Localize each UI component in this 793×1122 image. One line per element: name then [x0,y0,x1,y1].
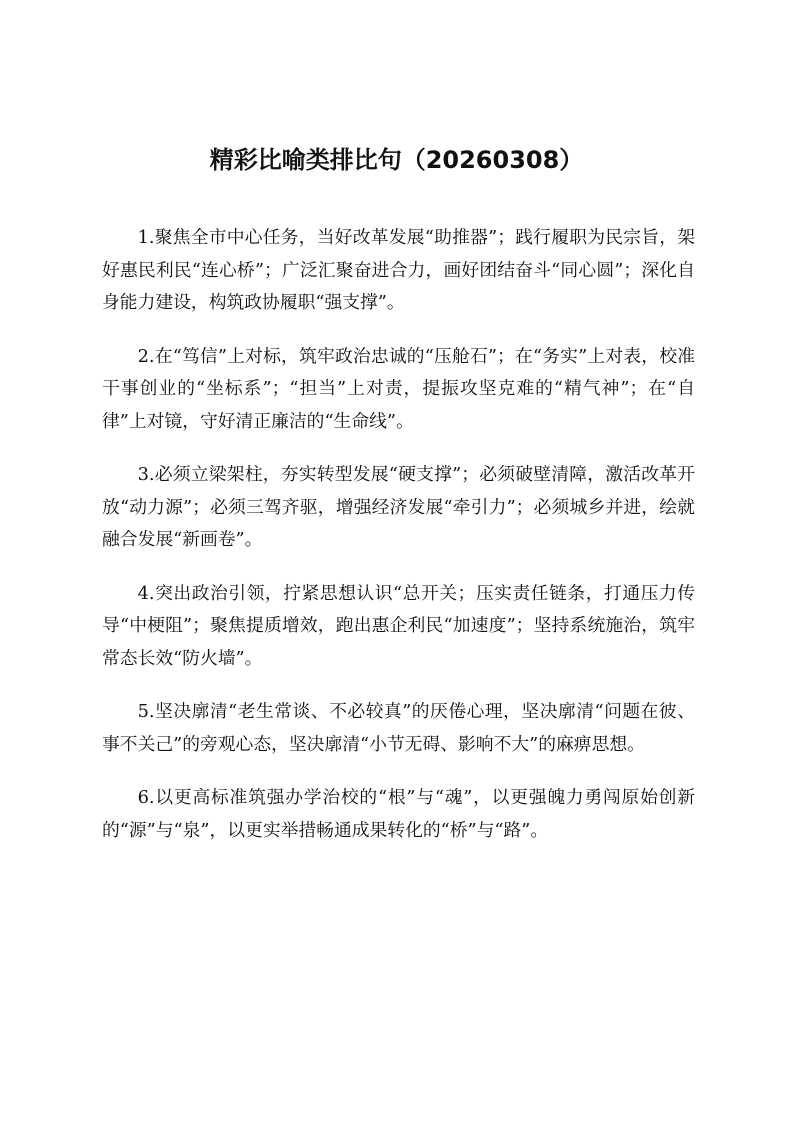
paragraph-1: 1.聚焦全市中心任务，当好改革发展“助推器”；践行履职为民宗旨，架好惠民利民“连心桥”；广泛汇聚奋进合力，画好团结奋斗“同心圆”；深化自身能力建设，构筑政协履职“强支撑”。 [102,227,695,313]
document-title: 精彩比喻类排比句（20260308） [209,146,584,174]
paragraph-3: 3.必须立梁架柱，夯实转型发展“硬支撑”；必须破壁清障，激活改革开放“动力源”；必须三驾齐驱，增强经济发展“牵引力”；必须城乡并进，绘就融合发展“新画卷”。 [102,464,695,550]
paragraph-4: 4.突出政治引领，拧紧思想认识“总开关；压实责任链条，打通压力传导“中梗阻”；聚焦提质增效，跑出惠企利民“加速度”；坚持系统施治，筑牢常态长效“防火墙”。 [102,582,695,669]
paragraph-6: 6.以更高标准筑强办学治校的“根”与“魂”，以更强魄力勇闯原始创新的“源”与“泉”，以更实举措畅通成果转化的“桥”与“路”。 [102,787,695,841]
paragraph-5: 5.坚决廓清“老生常谈、不必较真”的厌倦心理，坚决廓清“问题在彼、事不关己”的旁观心态，坚决廓清“小节无碍、影响不大”的麻痹思想。 [102,701,695,755]
document-body [102,222,695,868]
paragraph-2: 2.在“笃信”上对标，筑牢政治忠诚的“压舱石”；在“务实”上对表，校准干事创业的“坐标系”；“担当”上对责，提振攻坚克难的“精气神”；在“自律”上对镜，守好清正廉洁的“生命线”。 [102,345,695,432]
